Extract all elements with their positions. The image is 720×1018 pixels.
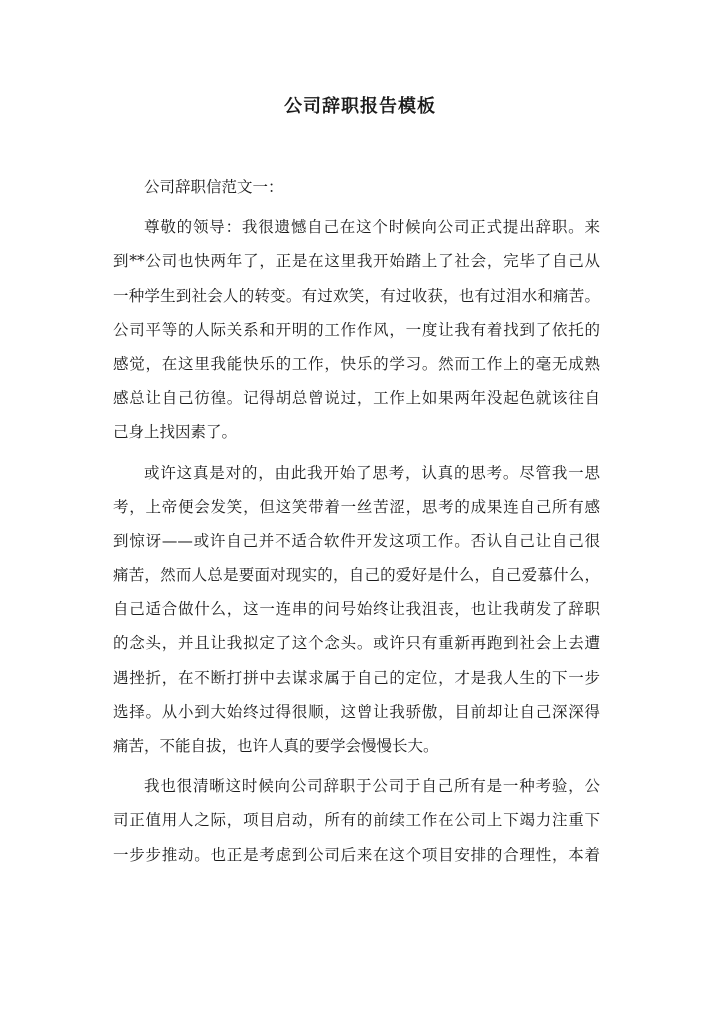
paragraph-line: 感觉，在这里我能快乐的工作，快乐的学习。然而工作上的毫无成熟 [113, 354, 600, 373]
document-body [113, 170, 600, 872]
paragraph-line: 遇挫折，在不断打拼中去谋求属于自己的定位，才是我人生的下一步 [113, 668, 600, 687]
paragraph-line: 一步步推动。也正是考虑到公司后来在这个项目安排的合理性，本着 [113, 845, 600, 864]
paragraph-line: 尊敬的领导：我很遗憾自己在这个时候向公司正式提出辞职。来 [144, 218, 600, 237]
paragraph-line: 我也很清晰这时候向公司辞职于公司于自己所有是一种考验，公 [144, 777, 600, 796]
paragraph-line: 己身上找因素了。 [113, 423, 238, 442]
paragraph-line: 痛苦，然而人总是要面对现实的，自己的爱好是什么，自己爱慕什么， [113, 566, 600, 585]
paragraph-line: 一种学生到社会人的转变。有过欢笑，有过收获，也有过泪水和痛苦。 [113, 286, 600, 305]
paragraph-line: 考，上帝便会发笑，但这笑带着一丝苦涩，思考的成果连自己所有感 [113, 497, 600, 516]
paragraph-line: 痛苦，不能自拔，也许人真的要学会慢慢长大。 [113, 737, 439, 755]
paragraph-line: 自己适合做什么，这一连串的问号始终让我沮丧，也让我萌发了辞职 [113, 600, 600, 619]
paragraph-line: 公司辞职信范文一： [144, 178, 284, 196]
paragraph-line: 或许这真是对的，由此我开始了思考，认真的思考。尽管我一思 [144, 463, 600, 482]
paragraph-line: 司正值用人之际，项目启动，所有的前续工作在公司上下竭力注重下 [113, 811, 600, 830]
paragraph-line: 到惊讶——或许自己并不适合软件开发这项工作。否认自己让自己很 [113, 531, 600, 550]
paragraph-line: 到**公司也快两年了，正是在这里我开始踏上了社会，完毕了自己从 [113, 252, 600, 271]
paragraph-line: 公司平等的人际关系和开明的工作作风，一度让我有着找到了依托的 [113, 320, 600, 339]
document-title: 公司辞职报告模板 [284, 96, 436, 117]
paragraph-line: 的念头，并且让我拟定了这个念头。或许只有重新再跑到社会上去遭 [113, 634, 600, 653]
paragraph-line: 选择。从小到大始终过得很顺，这曾让我骄傲，目前却让自己深深得 [113, 702, 600, 721]
paragraph-line: 感总让自己彷徨。记得胡总曾说过，工作上如果两年没起色就该往自 [113, 389, 600, 408]
